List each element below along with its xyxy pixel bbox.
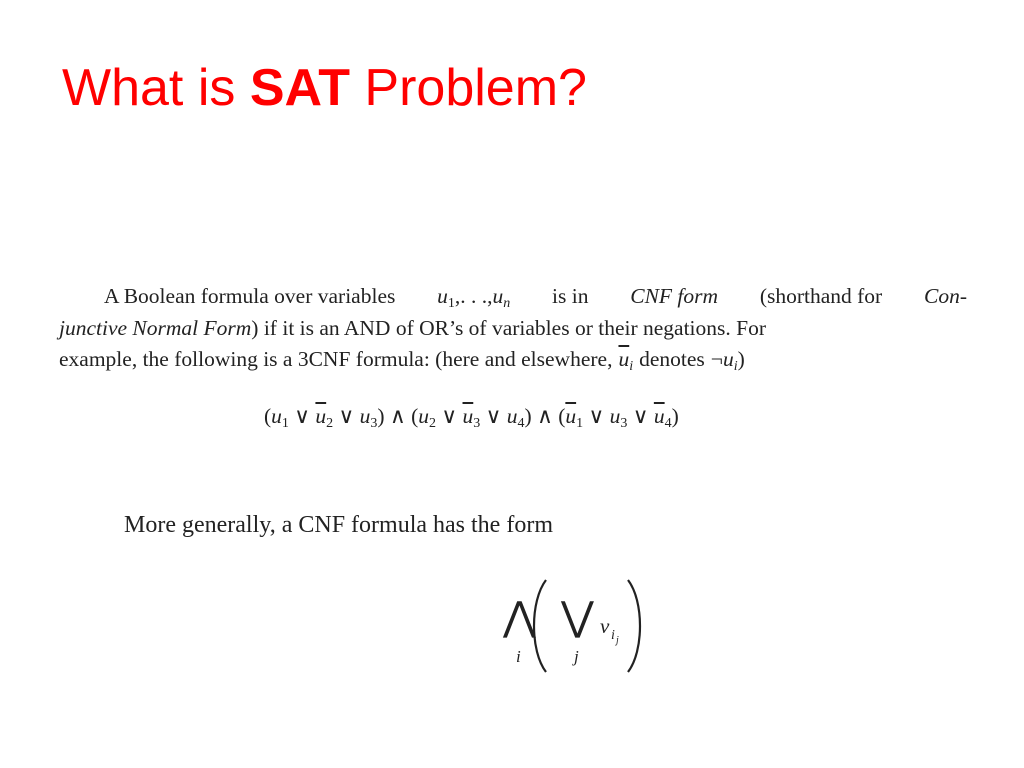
- general-form-sentence: More generally, a CNF formula has the form: [124, 512, 553, 538]
- paragraph-line-3: example, the following is a 3CNF formula: (here and elsewhere, $\overline{u}_i$ denotes $\neg u_i$): [59, 347, 745, 374]
- index-j: j: [574, 647, 579, 666]
- cnf-definition-paragraph: [59, 281, 967, 376]
- variable-v: v: [600, 614, 610, 638]
- big-or-symbol: ⋁: [561, 594, 594, 640]
- slide-title: What is SAT Problem?: [62, 59, 587, 117]
- paragraph-line-2: junctive Normal Form) if it is an AND of OR’s of variables or their negations. For: [59, 315, 767, 340]
- subscript-j: j: [616, 635, 619, 646]
- subscript-i: i: [611, 628, 615, 643]
- right-big-paren: [628, 580, 640, 672]
- 3cnf-example-equation: ($u_1$ ∨ $\overline{u}_2$ ∨ $u_3$) ∧ ($u_2$ ∨ $\overline{u}_3$ ∨ $u_4$) ∧ ($\overline{u}_1$ ∨ $u_3$ ∨ $\overline{u}_4$): [264, 404, 679, 431]
- title-sat-bold: SAT: [249, 59, 350, 117]
- paragraph-line-1: A Boolean formula over variables $u_1$,. . $.,u_n$ is in CNF form (shorthand for Con-: [104, 284, 967, 311]
- big-and-symbol: ⋀: [503, 594, 536, 640]
- index-i: i: [516, 647, 521, 666]
- general-cnf-formula: [500, 576, 650, 676]
